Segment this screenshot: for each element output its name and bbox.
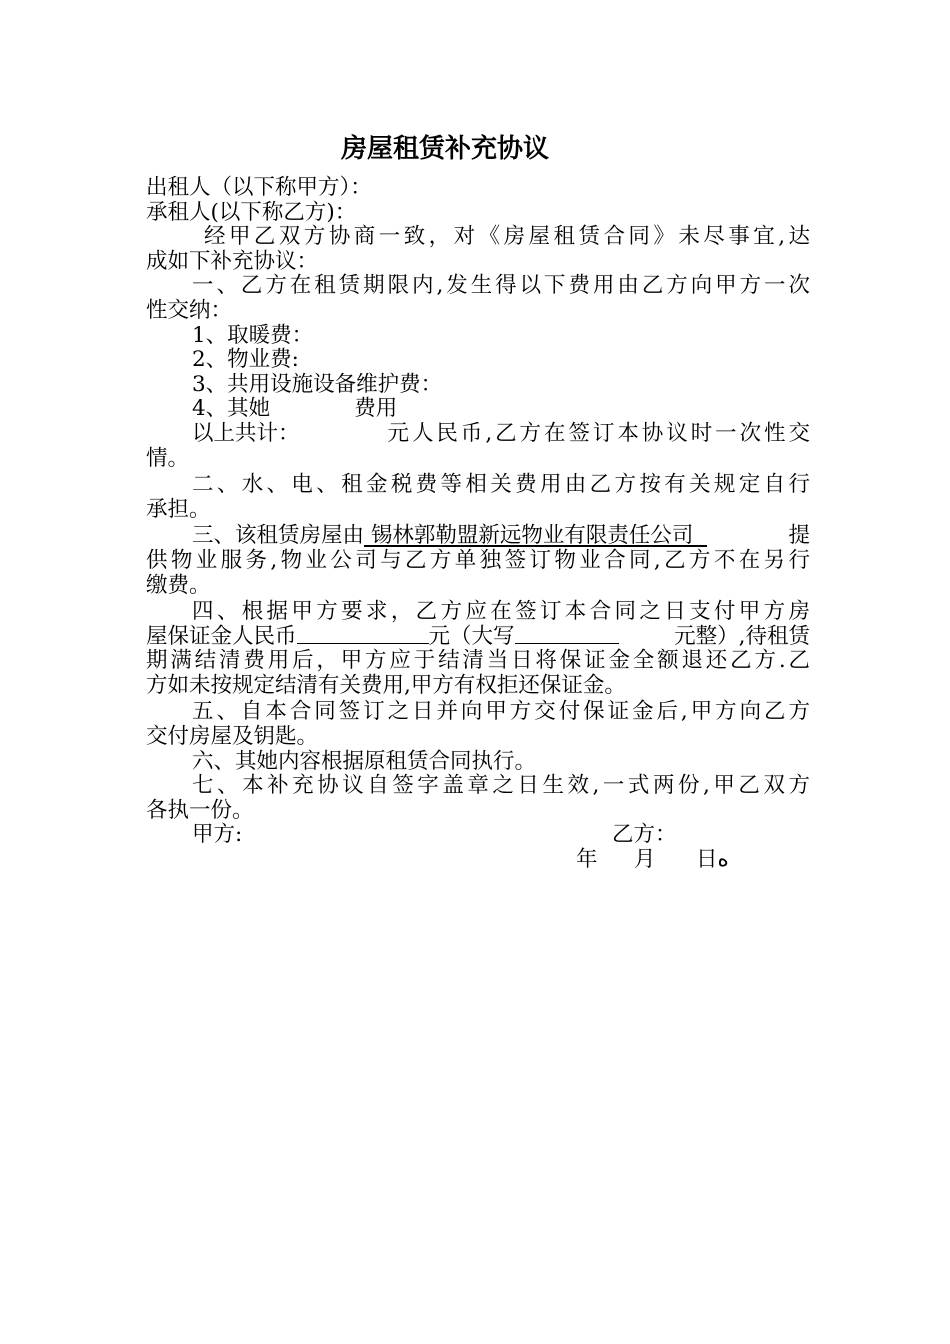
clause-7-line-1: 七、本补充协议自签字盖章之日生效,一式两份,甲乙双方 <box>192 773 810 799</box>
clause-3-suffix: 提 <box>788 523 810 549</box>
date-month-label: 月 <box>634 847 656 873</box>
fee-item-property: 2、物业费: <box>192 347 299 373</box>
clause-5-line-1: 五、自本合同签订之日并向甲方交付保证金后,甲方向乙方 <box>192 699 810 725</box>
clause-3-line-2: 供物业服务,物业公司与乙方单独签订物业合同,乙方不在另行 <box>146 547 810 573</box>
lessee-line: 承租人(以下称乙方)： <box>146 199 357 225</box>
fee-other-suffix: 费用 <box>354 396 398 422</box>
deposit-uppercase-blank <box>515 625 619 644</box>
party-a-signature-label: 甲方: <box>192 822 243 848</box>
clause-4-line-3: 期满结清费用后，甲方应于结清当日将保证金全额退还乙方.乙 <box>146 648 810 674</box>
clause-4-line-2 <box>146 625 810 650</box>
total-line-2: 情。 <box>146 445 190 471</box>
deposit-suffix: 元整）,待租赁 <box>674 623 810 649</box>
deposit-uppercase-label: 元（大写 <box>428 623 515 649</box>
document-body <box>146 176 810 873</box>
intro-line-2: 成如下补充协议： <box>146 248 319 274</box>
clause-3-line-3: 缴费。 <box>146 572 211 598</box>
fee-item-other <box>146 397 810 422</box>
clause-2-line-2: 承担。 <box>146 496 211 522</box>
intro-line-1: 经甲乙双方协商一致，对《房屋租赁合同》未尽事宜,达 <box>204 224 810 250</box>
date-year-label: 年 <box>576 847 598 873</box>
clause-4-line-4: 方如未按规定结清有关费用,甲方有权拒还保证金。 <box>146 672 626 698</box>
date-day-label: 日ه <box>696 847 729 873</box>
fee-item-maintenance: 3、共用设施设备维护费： <box>192 371 443 397</box>
clause-2-line-1: 二、水、电、租金税费等相关费用由乙方按有关规定自行 <box>192 472 810 498</box>
clause-5-line-2: 交付房屋及钥匙。 <box>146 724 319 750</box>
total-text: 元人民币,乙方在签订本协议时一次性交 <box>387 420 810 446</box>
total-label: 以上共计： <box>192 420 300 446</box>
fee-other-label: 4、其她 <box>192 396 271 422</box>
clause-7-line-2: 各执一份。 <box>146 797 254 823</box>
deposit-amount-blank <box>297 625 429 644</box>
signature-row <box>146 823 810 848</box>
party-b-signature-label: 乙方： <box>612 822 677 848</box>
date-row <box>146 848 810 873</box>
document-title: 房屋租赁补充协议 <box>340 134 549 164</box>
clause-4-line-1: 四、根据甲方要求，乙方应在签订本合同之日支付甲方房 <box>192 599 810 625</box>
property-company-name: 锡林郭勒盟新远物业有限责任公司 <box>364 523 708 549</box>
lessor-line: 出租人（以下称甲方）： <box>146 175 372 200</box>
clause-3-line-1 <box>146 524 810 549</box>
clause-3-prefix: 三、该租赁房屋由 <box>192 523 365 549</box>
clause-1-line-2: 性交纳： <box>146 297 233 323</box>
clause-1-line-1: 一、乙方在租赁期限内,发生得以下费用由乙方向甲方一次 <box>192 273 810 299</box>
clause-6-line: 六、其她内容根据原租赁合同执行。 <box>192 748 537 774</box>
total-line <box>146 422 810 447</box>
fee-item-heating: 1、取暖费： <box>192 322 314 348</box>
deposit-label: 屋保证金人民币 <box>146 623 297 649</box>
